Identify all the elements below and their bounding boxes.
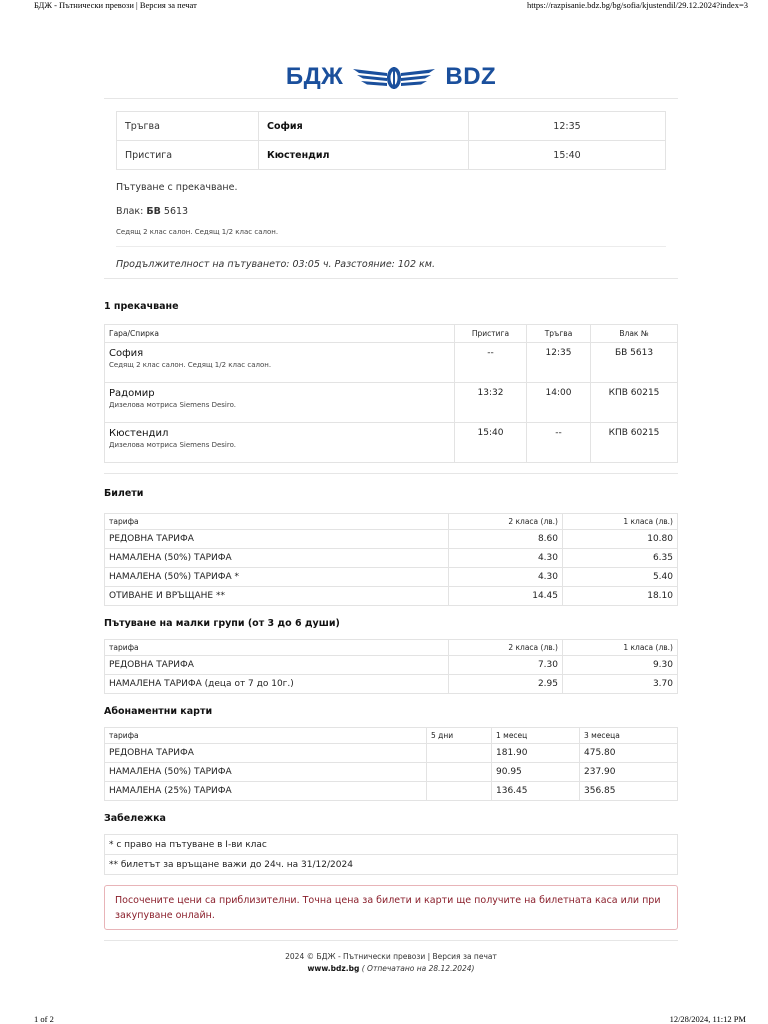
sub-tariff: РЕДОВНА ТАРИФА (105, 744, 427, 763)
ticket-tariff: НАМАЛЕНА (50%) ТАРИФА (105, 549, 449, 568)
groups-header-row (105, 640, 678, 656)
note-title: Забележка (104, 813, 166, 824)
arrive-station: Кюстендил (259, 141, 469, 170)
groups-table (104, 639, 678, 694)
sub-tariff: НАМАЛЕНА (50%) ТАРИФА (105, 763, 427, 782)
ticket-row (105, 549, 678, 568)
group-row (105, 675, 678, 694)
sub-row (105, 744, 678, 763)
note-row (105, 835, 678, 855)
section-divider (104, 473, 678, 474)
ticket-class2: 14.45 (449, 587, 563, 606)
tickets-section (104, 488, 678, 606)
stop-train: КПВ 60215 (591, 383, 678, 423)
ticket-class2: 8.60 (449, 530, 563, 549)
logo-text-right: BDZ (445, 63, 497, 90)
stop-desc: Дизелова мотриса Siemens Desiro. (109, 441, 236, 449)
tickets-title: Билети (104, 488, 144, 499)
group-class2: 7.30 (449, 656, 563, 675)
stop-row (105, 383, 678, 423)
sub-5days (427, 782, 492, 801)
print-header-title: БДЖ - Пътнически превози | Версия за печат (34, 0, 197, 10)
route-row-depart (117, 112, 666, 141)
ticket-tariff: НАМАЛЕНА (50%) ТАРИФА * (105, 568, 449, 587)
stop-desc: Седящ 2 клас салон. Седящ 1/2 клас салон. (109, 361, 272, 369)
stop-name: Радомир (109, 388, 155, 399)
depart-station: София (259, 112, 469, 141)
ticket-row (105, 568, 678, 587)
stop-arrive: 15:40 (455, 423, 527, 463)
stops-header-row (105, 325, 678, 343)
arrive-label: Пристига (117, 141, 259, 170)
route-table (116, 111, 666, 170)
sub-3months: 356.85 (580, 782, 678, 801)
note-text: ** билетът за връщане важи до 24ч. на 31/12/2024 (105, 855, 678, 875)
group-tariff: НАМАЛЕНА ТАРИФА (деца от 7 до 10г.) (105, 675, 449, 694)
group-row (105, 656, 678, 675)
stop-depart: 12:35 (527, 343, 591, 383)
subscriptions-title: Абонаментни карти (104, 706, 213, 717)
ticket-class1: 18.10 (563, 587, 678, 606)
tickets-header-row (105, 514, 678, 530)
stop-arrive: -- (455, 343, 527, 383)
printable-page (104, 58, 678, 975)
stop-depart: 14:00 (527, 383, 591, 423)
stop-arrive: 13:32 (455, 383, 527, 423)
depart-label: Тръгва (117, 112, 259, 141)
footer-site-link[interactable]: www.bdz.bg (307, 964, 360, 973)
sub-5days (427, 744, 492, 763)
trip-duration: Продължителност на пътуването: 03:05 ч. Разстояние: 102 км. (116, 246, 666, 278)
print-footer-datetime: 12/28/2024, 11:12 PM (669, 1014, 746, 1024)
transfer-text: Пътуване с прекачване. (116, 182, 238, 193)
depart-time: 12:35 (469, 112, 666, 141)
stops-section (104, 301, 678, 474)
print-header-url: https://razpisanie.bdz.bg/bg/sofia/kjustendil/29.12.2024?index=3 (526, 0, 748, 10)
group-class1: 9.30 (563, 656, 678, 675)
note-table (104, 834, 678, 875)
sub-1month: 136.45 (492, 782, 580, 801)
train-type: БВ (146, 206, 161, 217)
footer-printed-date: ( Отпечатано на 28.12.2024) (361, 964, 475, 973)
train-line (116, 206, 666, 220)
bdz-logo (104, 58, 678, 96)
col-depart: Тръгва (527, 325, 591, 343)
ticket-class1: 5.40 (563, 568, 678, 587)
col-5days: 5 дни (427, 728, 492, 744)
stop-station (105, 383, 455, 423)
col-3months: 3 месеца (580, 728, 678, 744)
stop-row (105, 343, 678, 383)
sub-1month: 181.90 (492, 744, 580, 763)
note-text: * с право на пътуване в I-ви клас (105, 835, 678, 855)
print-header (0, 0, 768, 14)
price-disclaimer-alert: Посочените цени са приблизителни. Точна цена за билети и карти ще получите на билетната каса или при закупуване онлайн. (104, 885, 678, 930)
stop-depart: -- (527, 423, 591, 463)
col-class2: 2 класа (лв.) (449, 640, 563, 656)
subs-header-row (105, 728, 678, 744)
ticket-class2: 4.30 (449, 549, 563, 568)
print-footer-pages: 1 of 2 (34, 1014, 54, 1024)
trip-summary-card (104, 98, 678, 279)
stop-desc: Дизелова мотриса Siemens Desiro. (109, 401, 236, 409)
sub-3months: 237.90 (580, 763, 678, 782)
col-tariff: тарифа (105, 640, 449, 656)
col-arrive: Пристига (455, 325, 527, 343)
arrive-time: 15:40 (469, 141, 666, 170)
col-train: Влак № (591, 325, 678, 343)
trip-info (116, 182, 666, 278)
train-label: Влак: (116, 206, 144, 217)
col-1month: 1 месец (492, 728, 580, 744)
sub-row (105, 782, 678, 801)
stop-row (105, 423, 678, 463)
car-types: Седящ 2 клас салон. Седящ 1/2 клас салон. (116, 228, 279, 236)
groups-section (104, 618, 678, 694)
col-station: Гара/Спирка (105, 325, 455, 343)
sub-5days (427, 763, 492, 782)
sub-tariff: НАМАЛЕНА (25%) ТАРИФА (105, 782, 427, 801)
groups-title: Пътуване на малки групи (от 3 до 6 души) (104, 618, 340, 629)
col-tariff: тарифа (105, 728, 427, 744)
ticket-row (105, 530, 678, 549)
stops-table (104, 324, 678, 463)
note-section (104, 813, 678, 875)
ticket-row (105, 587, 678, 606)
col-class1: 1 класа (лв.) (563, 640, 678, 656)
stop-station (105, 423, 455, 463)
col-class2: 2 класа (лв.) (449, 514, 563, 530)
col-tariff: тарифа (105, 514, 449, 530)
subscriptions-table (104, 727, 678, 801)
ticket-tariff: ОТИВАНЕ И ВРЪЩАНЕ ** (105, 587, 449, 606)
subscriptions-section (104, 706, 678, 801)
train-number: 5613 (163, 206, 189, 217)
ticket-class1: 10.80 (563, 530, 678, 549)
ticket-class1: 6.35 (563, 549, 678, 568)
stop-name: София (109, 348, 144, 359)
stops-title: 1 прекачване (104, 301, 179, 312)
logo-text-left: БДЖ (285, 63, 344, 90)
winged-wheel-icon (351, 63, 437, 91)
sub-3months: 475.80 (580, 744, 678, 763)
route-row-arrive (117, 141, 666, 170)
note-row (105, 855, 678, 875)
ticket-class2: 4.30 (449, 568, 563, 587)
footer-copyright: 2024 © БДЖ - Пътнически превози | Версия за печат (285, 952, 497, 961)
page-footer (104, 940, 678, 975)
col-class1: 1 класа (лв.) (563, 514, 678, 530)
ticket-tariff: РЕДОВНА ТАРИФА (105, 530, 449, 549)
group-class1: 3.70 (563, 675, 678, 694)
sub-row (105, 763, 678, 782)
group-tariff: РЕДОВНА ТАРИФА (105, 656, 449, 675)
sub-1month: 90.95 (492, 763, 580, 782)
stop-station (105, 343, 455, 383)
stop-train: КПВ 60215 (591, 423, 678, 463)
stop-train: БВ 5613 (591, 343, 678, 383)
group-class2: 2.95 (449, 675, 563, 694)
tickets-table (104, 513, 678, 606)
footer-site-line (104, 963, 678, 975)
stop-name: Кюстендил (109, 428, 169, 439)
